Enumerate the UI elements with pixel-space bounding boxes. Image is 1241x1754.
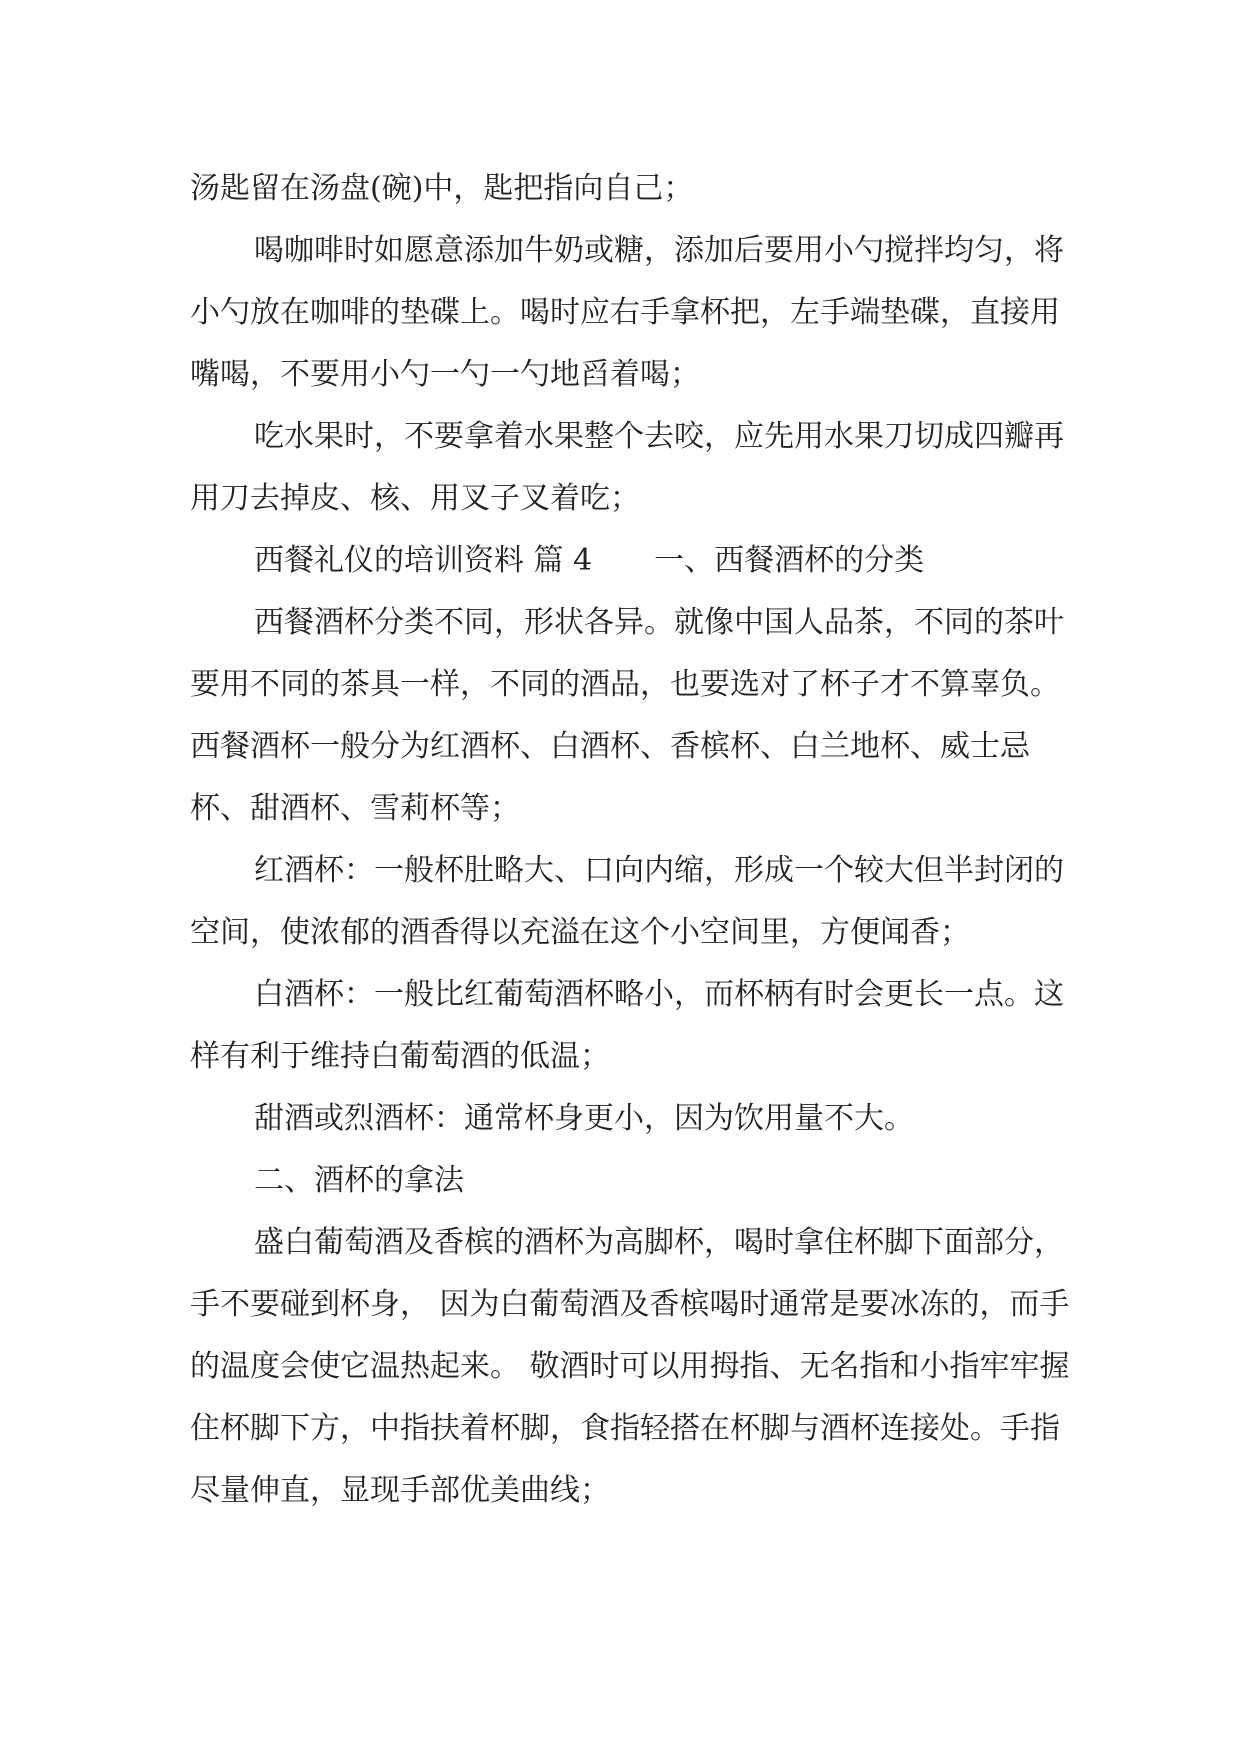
subsection-title-glass-classification: 一、西餐酒杯的分类 [654, 543, 925, 578]
paragraph-glass-types: 西餐酒杯分类不同，形状各异。就像中国人品茶，不同的茶叶要用不同的茶具一样，不同的酒品，也要选对了杯子才不算辜负。西餐酒杯一般分为红酒杯、白酒杯、香槟杯、白兰地杯、威士忌杯、甜酒杯、雪莉杯等； [190, 605, 1064, 826]
paragraph-holding-technique: 盛白葡萄酒及香槟的酒杯为高脚杯，喝时拿住杯脚下面部分，手不要碰到杯身， 因为白葡萄酒及香槟喝时通常是要冰冻的，而手的温度会使它温热起来。 敬酒时可以用拇指、无名指和小指牢牢握住杯脚下方，中指扶着杯脚，食指轻搭在杯脚与酒杯连接处。手指尽量伸直，显现手部优美曲线； [190, 1225, 1070, 1508]
paragraph-coffee: 喝咖啡时如愿意添加牛奶或糖，添加后要用小勺搅拌均匀，将小勺放在咖啡的垫碟上。喝时应右手拿杯把，左手端垫碟，直接用嘴喝，不要用小勺一勺一勺地舀着喝； [190, 233, 1064, 392]
paragraph-red-wine-glass: 红酒杯：一般杯肚略大、口向内缩，形成一个较大但半封闭的空间，使浓郁的酒香得以充溢在这个小空间里，方便闻香； [190, 853, 1064, 950]
paragraph-fruit: 吃水果时，不要拿着水果整个去咬，应先用水果刀切成四瓣再用刀去掉皮、核、用叉子叉着吃； [190, 419, 1064, 516]
paragraph-soup-spoon: 汤匙留在汤盘(碗)中，匙把指向自己； [190, 171, 694, 206]
section-heading-part-4 [190, 530, 1070, 592]
paragraph-white-wine-glass: 白酒杯：一般比红葡萄酒杯略小，而杯柄有时会更长一点。这样有利于维持白葡萄酒的低温； [190, 977, 1064, 1074]
subsection-title-holding-glass: 二、酒杯的拿法 [254, 1163, 464, 1198]
section-title: 西餐礼仪的培训资料 篇 4 [254, 543, 593, 578]
paragraph-dessert-wine-glass: 甜酒或烈酒杯：通常杯身更小，因为饮用量不大。 [254, 1101, 914, 1136]
document-body [190, 158, 1070, 1522]
